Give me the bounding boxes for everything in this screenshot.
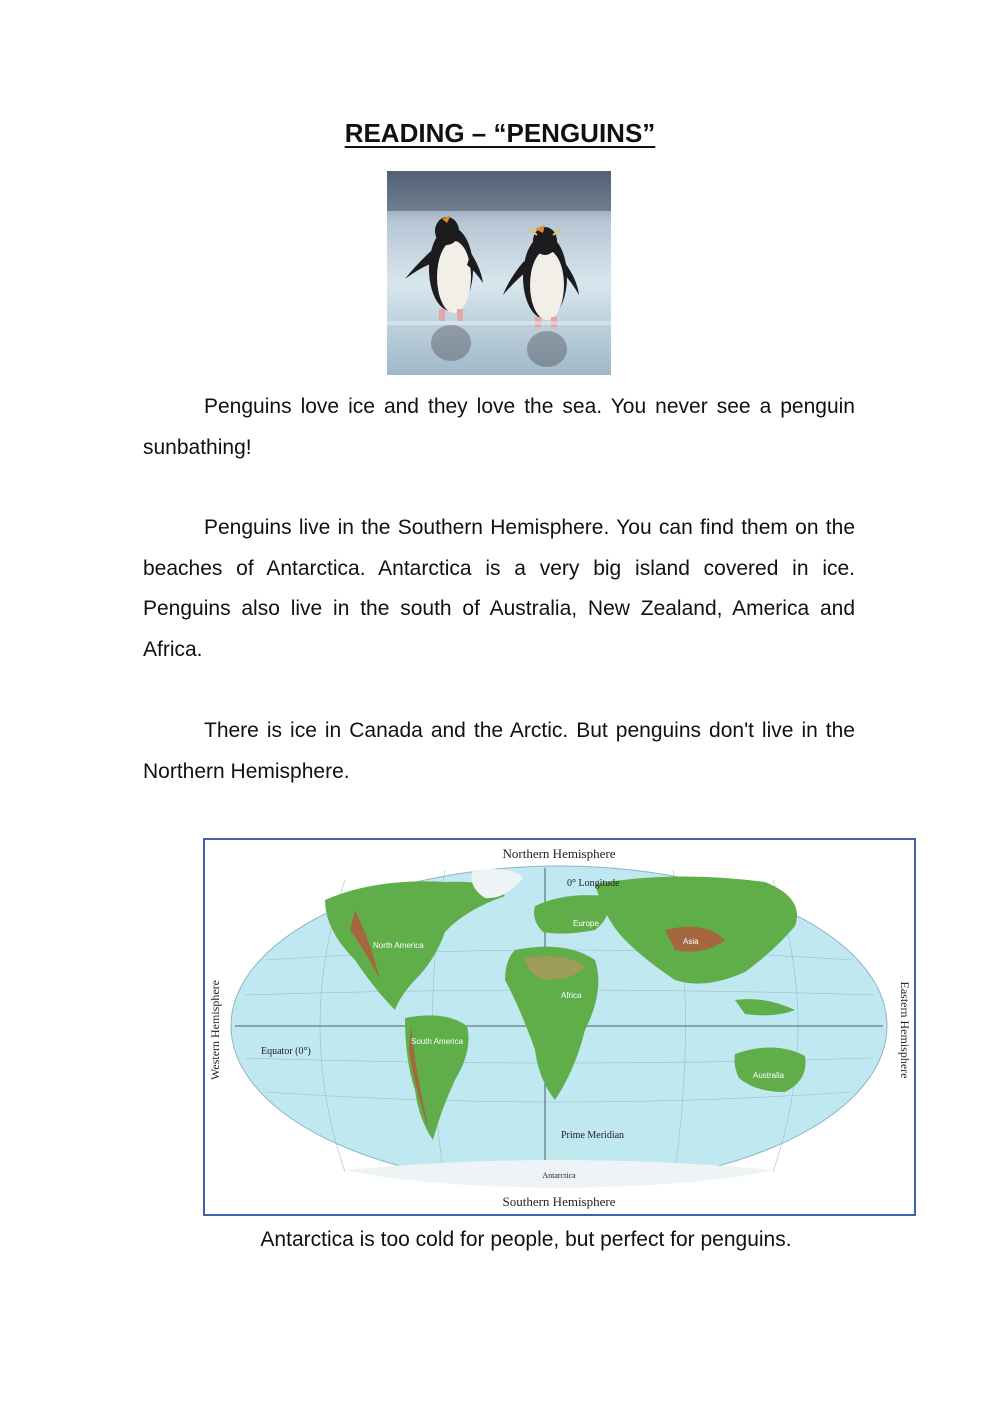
north-america-label: North America	[373, 941, 424, 950]
longitude-label: 0° Longitude	[567, 878, 620, 889]
penguins-illustration	[387, 171, 611, 375]
penguins-photo	[387, 171, 611, 375]
world-map-svg	[205, 840, 914, 1214]
map-caption: Antarctica is too cold for people, but perfect for penguins.	[260, 1228, 792, 1251]
north-label: Northern Hemisphere	[502, 846, 616, 861]
equator-label: Equator (0°)	[261, 1046, 311, 1057]
prime-meridian-label: Prime Meridian	[561, 1130, 625, 1141]
paragraph-2: Penguins live in the Southern Hemisphere. You can find them on the beaches of Antarctica. Antarctica is a very big island covered in ice. Penguins also live in the south of Australia, New Zealand, America and Africa.	[143, 516, 855, 661]
asia-label: Asia	[683, 937, 699, 946]
antarctica-label: Antarctica	[542, 1171, 576, 1180]
world-map	[203, 838, 916, 1216]
east-label: Eastern Hemisphere	[898, 981, 912, 1079]
page-title: READING – “PENGUINS”	[344, 118, 656, 148]
west-label: Western Hemisphere	[208, 980, 222, 1080]
south-america-label: South America	[411, 1037, 464, 1046]
africa-label: Africa	[561, 991, 582, 1000]
paragraph-3: There is ice in Canada and the Arctic. But penguins don't live in the Northern Hemisphere.	[143, 719, 855, 783]
europe-label: Europe	[573, 919, 599, 928]
paragraph-1: Penguins love ice and they love the sea. You never see a penguin sunbathing!	[143, 395, 855, 459]
australia-label: Australia	[753, 1071, 785, 1080]
south-label: Southern Hemisphere	[502, 1194, 616, 1209]
